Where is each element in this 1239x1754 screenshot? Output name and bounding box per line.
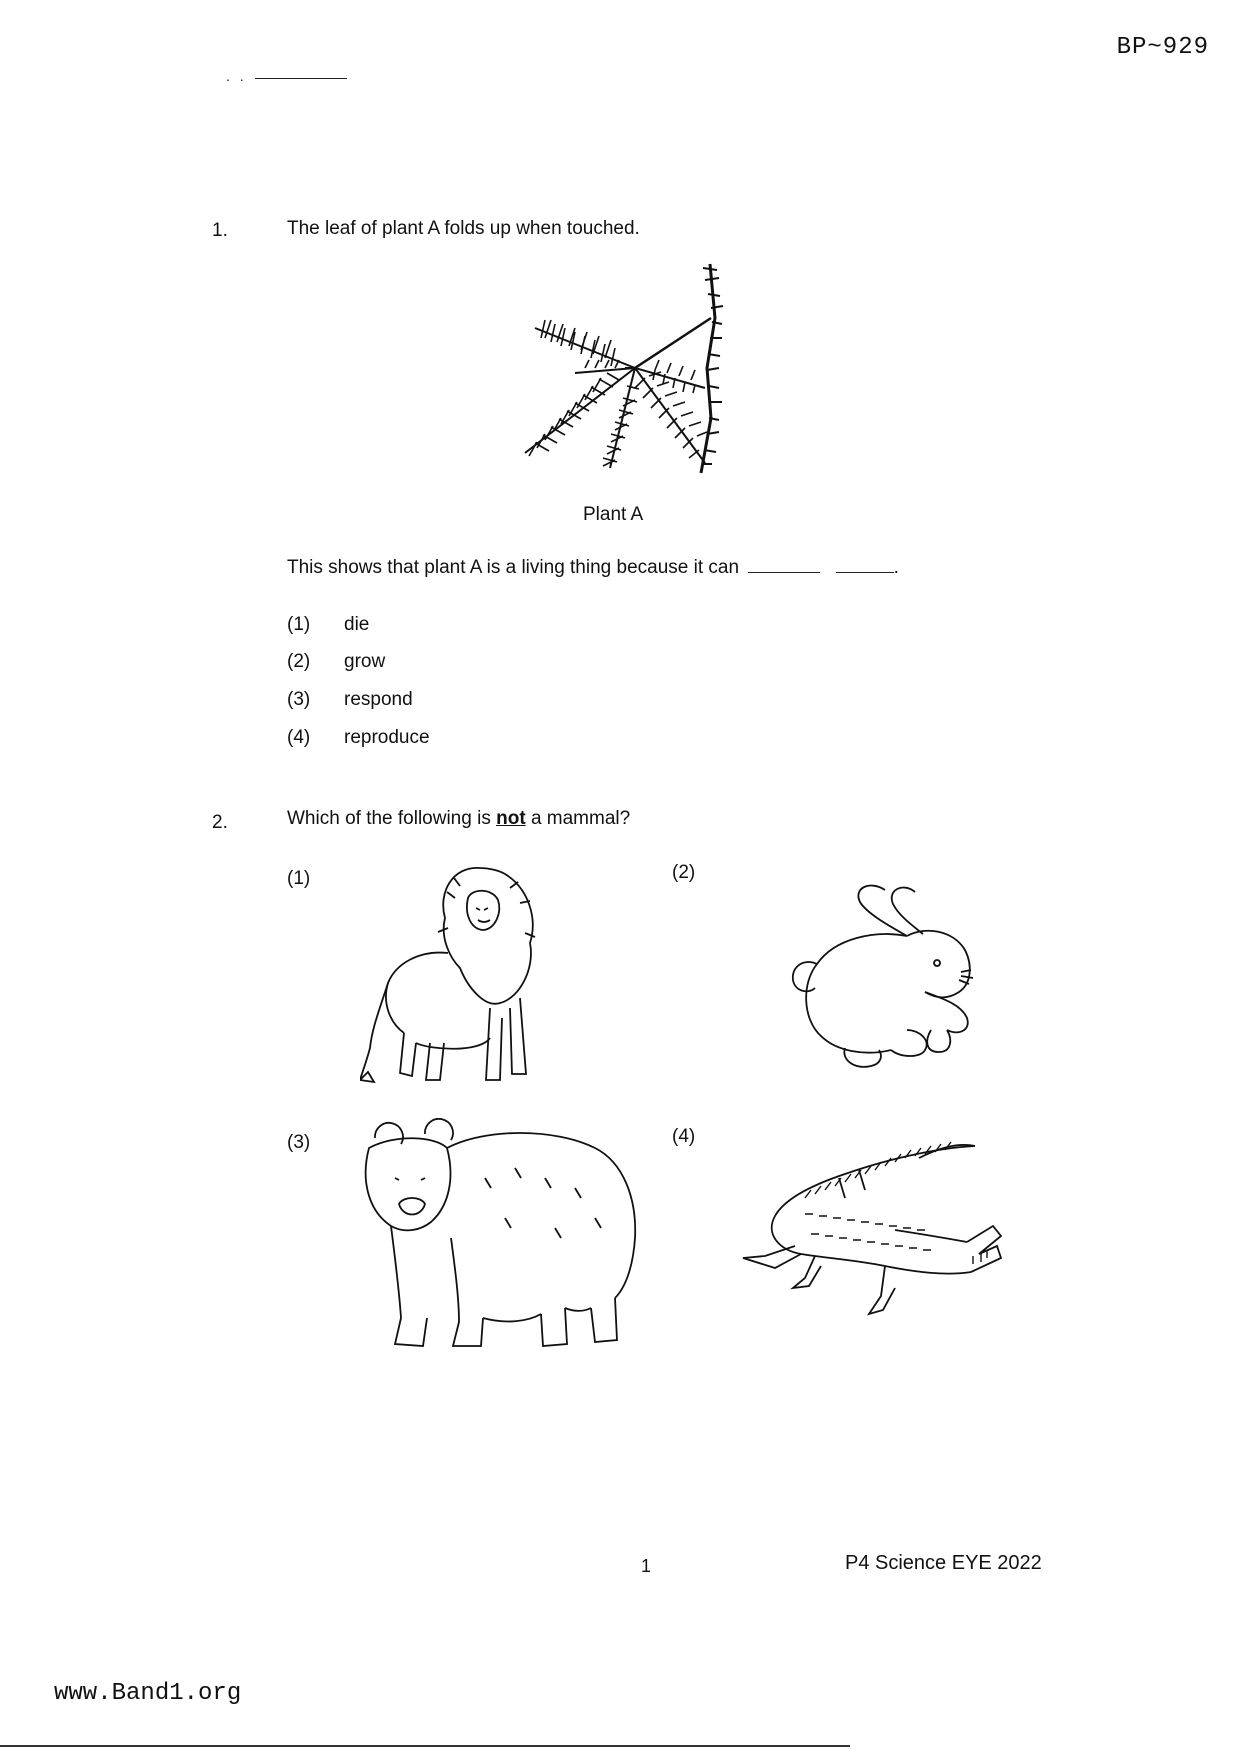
q2-option-2-number[interactable]: (2): [672, 862, 696, 883]
bear-icon: [355, 1118, 645, 1358]
q1-stem: This shows that plant A is a living thing because it can .: [287, 557, 899, 578]
option-number: (4): [287, 727, 311, 748]
option-label: die: [344, 614, 370, 635]
q1-stem-text: This shows that plant A is a living thing because it can: [287, 557, 740, 578]
option-label: grow: [344, 651, 386, 672]
q1-number: 1.: [212, 220, 228, 241]
plant-a-icon: [515, 258, 730, 483]
q2-text-before: Which of the following is: [287, 808, 491, 829]
option-label: reproduce: [344, 727, 430, 748]
answer-blank: [748, 558, 820, 573]
q1-option-3[interactable]: [287, 689, 413, 711]
header-marks: . .: [226, 68, 247, 84]
option-number: (1): [287, 614, 311, 635]
paper-code: BP~929: [1116, 34, 1209, 61]
bottom-rule: [0, 1745, 850, 1747]
q2-text-after: a mammal?: [530, 808, 631, 829]
page-number: 1: [641, 1556, 652, 1576]
q2-text: [287, 808, 630, 830]
option-number: (2): [287, 651, 311, 672]
lion-icon: [360, 858, 600, 1093]
q2-text-emph: not: [496, 808, 526, 829]
exam-title: P4 Science EYE 2022: [845, 1552, 1042, 1574]
rabbit-icon: [775, 880, 1005, 1080]
plant-a-caption: Plant A: [583, 504, 644, 525]
q2-number: 2.: [212, 812, 228, 833]
q1-option-4[interactable]: [287, 727, 430, 749]
crocodile-icon: [735, 1138, 1010, 1338]
q2-option-3-number[interactable]: (3): [287, 1132, 311, 1153]
option-number: (3): [287, 689, 311, 710]
q1-option-2[interactable]: [287, 651, 385, 673]
q2-option-1-number[interactable]: (1): [287, 868, 311, 889]
answer-blank: [836, 558, 894, 573]
watermark-url: www.Band1.org: [54, 1680, 242, 1707]
option-label: respond: [344, 689, 413, 710]
header-line: [255, 78, 347, 79]
q2-option-4-number[interactable]: (4): [672, 1126, 696, 1147]
q1-option-1[interactable]: [287, 614, 369, 636]
q1-text: The leaf of plant A folds up when touched.: [287, 218, 640, 239]
